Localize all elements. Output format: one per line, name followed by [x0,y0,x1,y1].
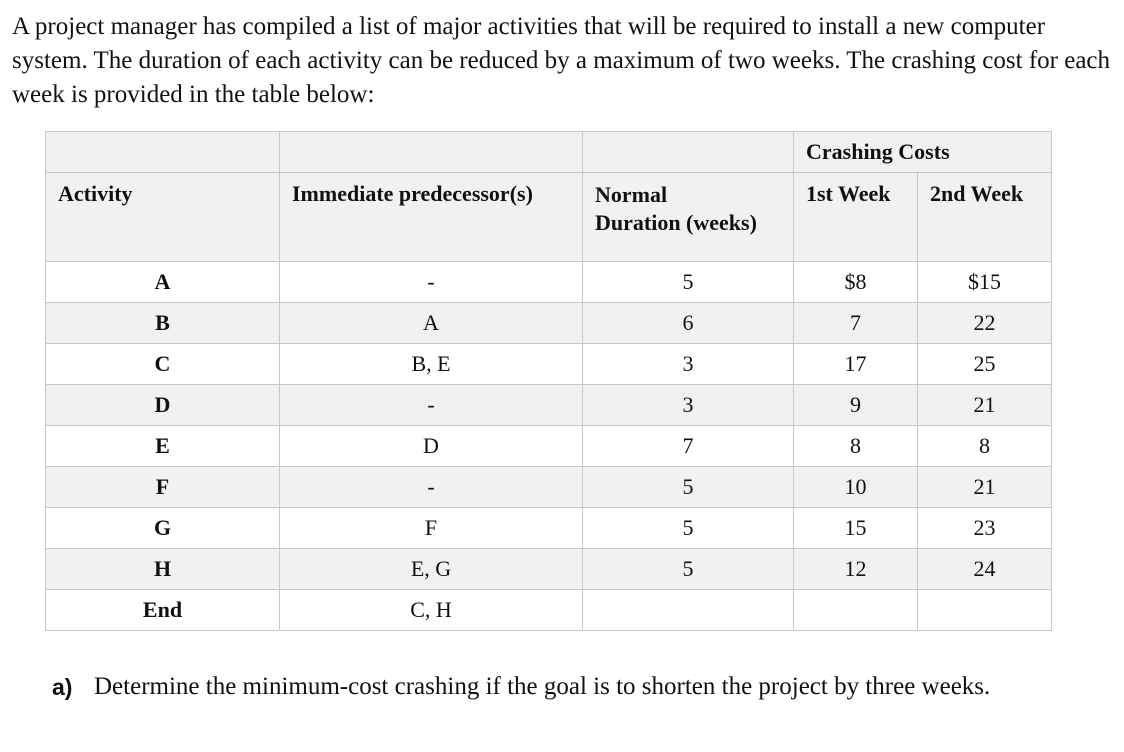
duration-cell: 3 [583,385,794,426]
week1-cost-cell: 8 [794,426,918,467]
table-row [46,549,1052,590]
week1-cost-cell: 7 [794,303,918,344]
week1-cost-cell: $8 [794,262,918,303]
week2-cost-cell: $15 [918,262,1052,303]
crashing-costs-header: Crashing Costs [794,132,1052,173]
table-row [46,303,1052,344]
table-row [46,508,1052,549]
week2-cost-cell: 21 [918,467,1052,508]
week2-cost-cell: 24 [918,549,1052,590]
week1-cost-cell [794,590,918,631]
predecessor-cell: D [280,426,583,467]
predecessor-cell: F [280,508,583,549]
table-row [46,467,1052,508]
week2-cost-cell: 21 [918,385,1052,426]
week2-cost-cell: 25 [918,344,1052,385]
duration-cell: 5 [583,549,794,590]
duration-cell: 5 [583,262,794,303]
activity-cell: C [46,344,280,385]
activity-cell: G [46,508,280,549]
predecessor-cell: E, G [280,549,583,590]
week2-cost-cell: 23 [918,508,1052,549]
activity-cell: H [46,549,280,590]
activity-cell: F [46,467,280,508]
activity-cell: E [46,426,280,467]
table-row [46,590,1052,631]
predecessor-cell: - [280,467,583,508]
table-row [46,426,1052,467]
predecessors-header: Immediate predecessor(s) [280,173,583,262]
week1-cost-cell: 15 [794,508,918,549]
column-header-row [46,173,1052,262]
activity-cell: A [46,262,280,303]
duration-cell: 5 [583,508,794,549]
normal-duration-header [583,173,794,262]
predecessor-cell: A [280,303,583,344]
duration-cell: 3 [583,344,794,385]
question-text: Determine the minimum-cost crashing if the goal is to shorten the project by three weeks. [94,673,991,700]
week1-cost-cell: 10 [794,467,918,508]
question-a [52,670,1052,704]
week1-cost-cell: 12 [794,549,918,590]
group-header-row [46,132,1052,173]
table-row [46,262,1052,303]
normal-header-line2: Duration (weeks) [595,210,757,235]
duration-cell: 7 [583,426,794,467]
week2-cost-cell: 8 [918,426,1052,467]
predecessor-cell: - [280,385,583,426]
duration-cell [583,590,794,631]
question-label: a) [52,674,73,700]
table-row [46,385,1052,426]
normal-header-line1: Normal [595,182,668,207]
week1-cost-cell: 9 [794,385,918,426]
predecessor-cell: B, E [280,344,583,385]
week1-cost-cell: 17 [794,344,918,385]
activity-header: Activity [46,173,280,262]
week2-cost-cell [918,590,1052,631]
duration-cell: 5 [583,467,794,508]
problem-intro: A project manager has compiled a list of major activities that will be required to install a new computer system. The duration of each activity can be reduced by a maximum of two weeks. The crashing cost for each week is provided in the table below: [12,13,1111,108]
week1-header: 1st Week [794,173,918,262]
crashing-table [45,131,1052,631]
activity-cell: D [46,385,280,426]
duration-cell: 6 [583,303,794,344]
activity-cell: B [46,303,280,344]
activity-cell: End [46,590,280,631]
predecessor-cell: - [280,262,583,303]
week2-cost-cell: 22 [918,303,1052,344]
table-row [46,344,1052,385]
predecessor-cell: C, H [280,590,583,631]
week2-header: 2nd Week [918,173,1052,262]
